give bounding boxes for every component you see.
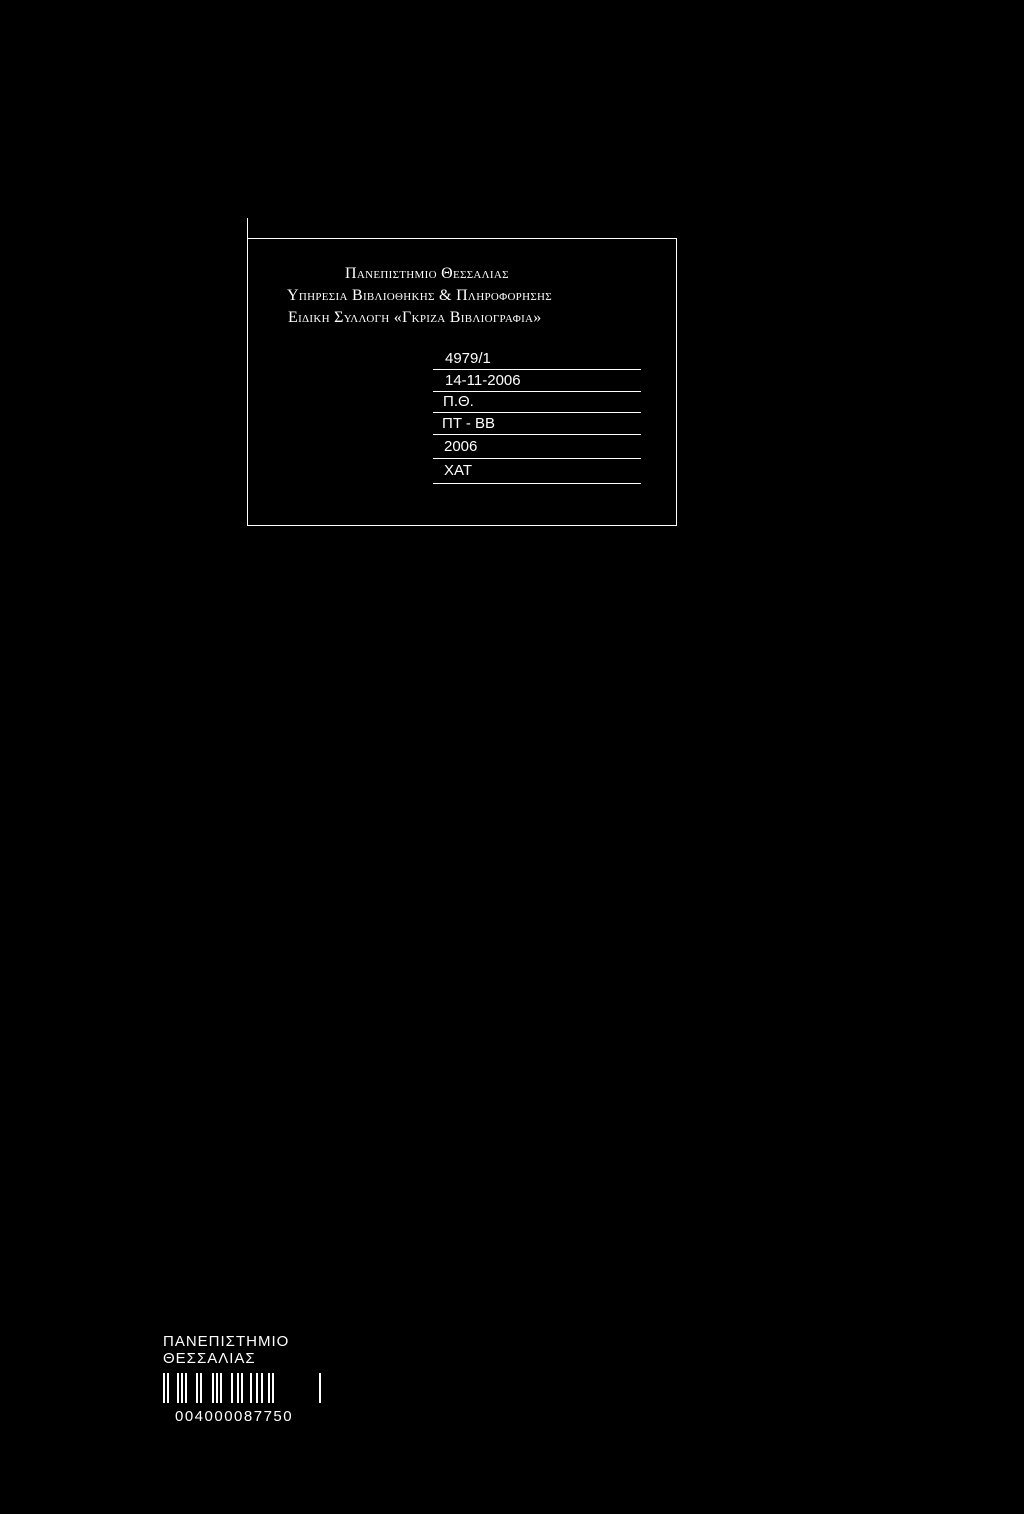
- barcode-institution-line2: ΘΕΣΣΑΛΙΑΣ: [163, 1350, 256, 1367]
- barcode-number: 004000087750: [175, 1408, 294, 1425]
- field-underline: [433, 369, 641, 370]
- field-value-accession-date: 14-11-2006: [445, 372, 521, 389]
- barcode-institution-line1: ΠΑΝΕΠΙΣΤΗΜΙΟ: [163, 1333, 290, 1350]
- field-underline: [433, 483, 641, 484]
- field-underline: [433, 412, 641, 413]
- field-underline: [433, 434, 641, 435]
- field-underline: [433, 391, 641, 392]
- barcode-label: [163, 1333, 294, 1425]
- stamp-collection-name: Ειδικη Συλλογη «Γκριζα Βιβλιογραφια»: [288, 309, 542, 326]
- stamp-library-service: Υπηρεσια Βιβλιοθηκης & Πληροφορησης: [287, 287, 552, 304]
- field-value-accession-number: 4979/1: [445, 350, 491, 367]
- field-underline: [433, 458, 641, 459]
- barcode-icon: [163, 1373, 323, 1403]
- field-value-donation: Π.Θ.: [443, 393, 474, 410]
- stamp-corner-tick: [247, 218, 248, 240]
- stamp-university-name: Πανεπιστημιο Θεσσαλιας: [345, 265, 509, 282]
- field-value-shelf-code-year: 2006: [444, 438, 478, 455]
- field-value-shelf-code-author: ΧΑΤ: [444, 462, 473, 479]
- field-value-shelf-code: ΠΤ - ΒΒ: [442, 415, 496, 432]
